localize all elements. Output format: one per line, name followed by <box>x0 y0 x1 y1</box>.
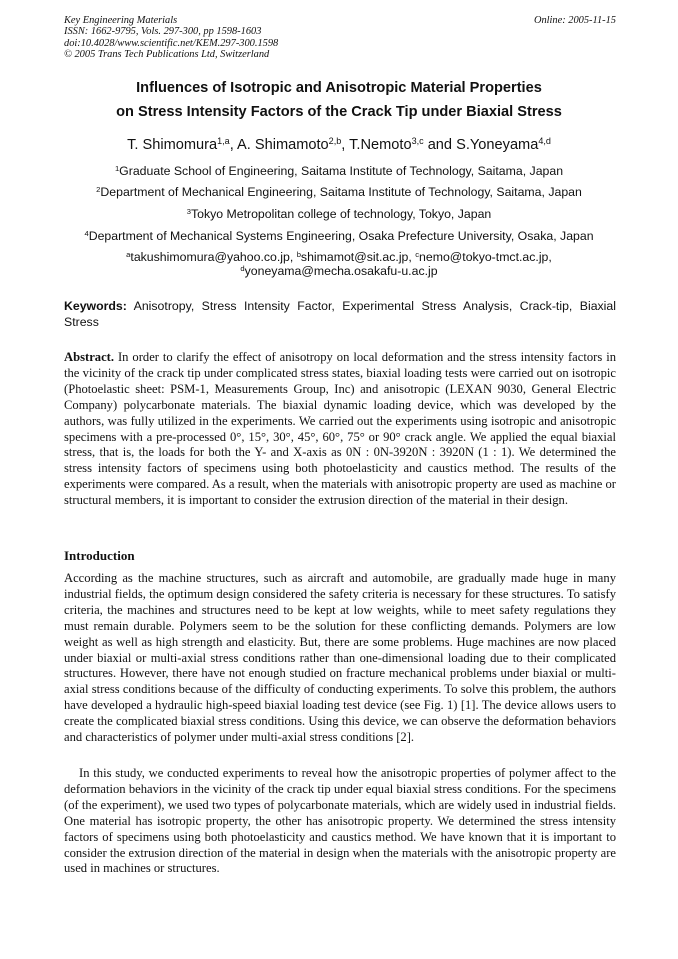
introduction-paragraph-2: In this study, we conducted experiments to reveal how the anisotropic properties of polymer affect to the deformation behaviors in the vicinity of the crack tip under equal biaxial stress conditions. For the specimens (of the experiment), we used two types of polycarbonate materials, which are widely used in industrial fields. One material has isotropic property, the other has anisotropic property. We determined the stress intensity factors of specimens using both photoelasticity and caustics method. We have known that it is important to consider the extrusion direction of the material in design when the materials with the anisotropic property are used in machines or structures. <box>64 766 616 876</box>
journal-header <box>64 15 616 61</box>
author-name: A. Shimamoto <box>237 137 329 153</box>
affiliation-3 <box>20 207 658 221</box>
affiliation-sup: 4 <box>84 228 89 238</box>
keywords <box>64 299 616 330</box>
author-sup: 3,c <box>411 136 424 147</box>
affiliation-2 <box>20 185 658 199</box>
affiliation-text: Department of Mechanical Systems Engineering, Osaka Prefecture University, Osaka, Japan <box>88 229 594 243</box>
affiliation-1 <box>20 164 658 178</box>
affiliation-text: Graduate School of Engineering, Saitama Institute of Technology, Saitama, Japan <box>119 164 564 178</box>
author-sup: 4,d <box>538 136 551 147</box>
journal-doi: doi:10.4028/www.scientific.net/KEM.297-300.1598 <box>64 37 279 49</box>
author-separator: , <box>341 137 350 153</box>
email-line-2 <box>20 264 658 278</box>
email-line-1 <box>20 250 658 264</box>
journal-name: Key Engineering Materials <box>64 15 178 26</box>
keywords-text: Anisotropy, Stress Intensity Factor, Experimental Stress Analysis, Crack-tip, Biaxial Stress <box>64 299 616 329</box>
journal-issn: ISSN: 1662-9795, Vols. 297-300, pp 1598-1603 <box>64 26 262 38</box>
journal-copyright: © 2005 Trans Tech Publications Ltd, Switzerland <box>64 49 270 61</box>
affiliation-4 <box>20 229 658 243</box>
email-address: shimamot@sit.ac.jp, <box>300 250 416 264</box>
affiliation-text: Department of Mechanical Engineering, Saitama Institute of Technology, Saitama, Japan <box>100 185 582 199</box>
author-name: T.Nemoto <box>349 137 412 153</box>
abstract-text: In order to clarify the effect of anisotropy on local deformation and the stress intensity factors in the vicinity of the crack tip under complicated stress states, biaxial loading tests were carried out on isotropic (Photoelastic sheet: PSM-1, Measurements Group, Inc) and anisotropic (LEXAN 9030, General Electric Company) polycarbonate materials. The biaxial dynamic loading device, which was developed by the authors, was fully utilized in the experiments. We carried out the experiments using isotropic and anisotropic specimens with a pre-processed 0°, 15°, 30°, 45°, 60°, 75° or 90° crack angle. We applied the equal biaxial stress, that is, the loads for both the Y- and X-axis as 0N : 0N-3920N : 3920N (1 : 1). We determined the stress intensity factors of specimens using both photoelasticity and caustics method. The results of the experiments were compared. As a result, when the materials with anisotropic property are used as machine or structural members, it is important to consider the extrusion direction of the material in their design. <box>64 350 616 508</box>
email-sup: d <box>240 263 245 273</box>
abstract-label: Abstract. <box>64 350 115 364</box>
paper-title-line-1: Influences of Isotropic and Anisotropic Material Properties <box>136 80 542 96</box>
affiliation-text: Tokyo Metropolitan college of technology, Tokyo, Japan <box>190 207 492 221</box>
email-address: takushimomura@yahoo.co.jp, <box>130 250 297 264</box>
paper-title-line-2: on Stress Intensity Factors of the Crack Tip under Biaxial Stress <box>116 104 562 120</box>
author-sup: 2,b <box>328 136 342 147</box>
email-address: nemo@tokyo-tmct.ac.jp, <box>419 250 552 264</box>
affiliation-sup: 2 <box>96 184 101 194</box>
email-address: yoneyama@mecha.osakafu-u.ac.jp <box>244 264 438 278</box>
author-separator: and <box>423 137 457 153</box>
keywords-label: Keywords: <box>64 299 127 313</box>
author-name: T. Shimomura <box>127 137 218 153</box>
online-date: Online: 2005-11-15 <box>533 15 616 26</box>
email-sup: b <box>296 249 301 259</box>
author-name: S.Yoneyama <box>456 137 539 153</box>
affiliation-sup: 1 <box>114 163 120 173</box>
introduction-paragraph-1: According as the machine structures, such as aircraft and automobile, are gradually made huge in many industrial fields, the optimum design considered the safety criteria is necessary for these structures. To satisfy criteria, the machines and structures need to be kept at low weights, while to meet safety regulations they must remain durable. Polymers seem to be the solution for these conflicting demands. Polymers are low weight as well as high strength and elasticity. But, there are some problems. Huge machines are now placed under biaxial or multi-axial stress conditions rather than one-dimensional loading due to their complicated structures. However, there have not enough studied on fracture mechanical problems under biaxial or multi-axial stress conditions because of the difficulty of conducting experiments. To solve this problem, the authors have developed a hydraulic high-speed biaxial loading test device (see Fig. 1) [1]. The device allows users to create the complicated biaxial stress conditions. Using this device, we can observe the deformation behaviors and characteristics of polymer under multi-axial stress conditions [2]. <box>64 571 616 745</box>
author-separator: , <box>229 137 238 153</box>
author-sup: 1,a <box>217 136 230 147</box>
affiliation-sup: 3 <box>186 206 191 216</box>
email-sup: c <box>415 249 420 259</box>
email-sup: a <box>126 249 131 259</box>
author-list <box>30 137 648 153</box>
abstract <box>64 350 616 509</box>
introduction-heading: Introduction <box>64 548 135 563</box>
